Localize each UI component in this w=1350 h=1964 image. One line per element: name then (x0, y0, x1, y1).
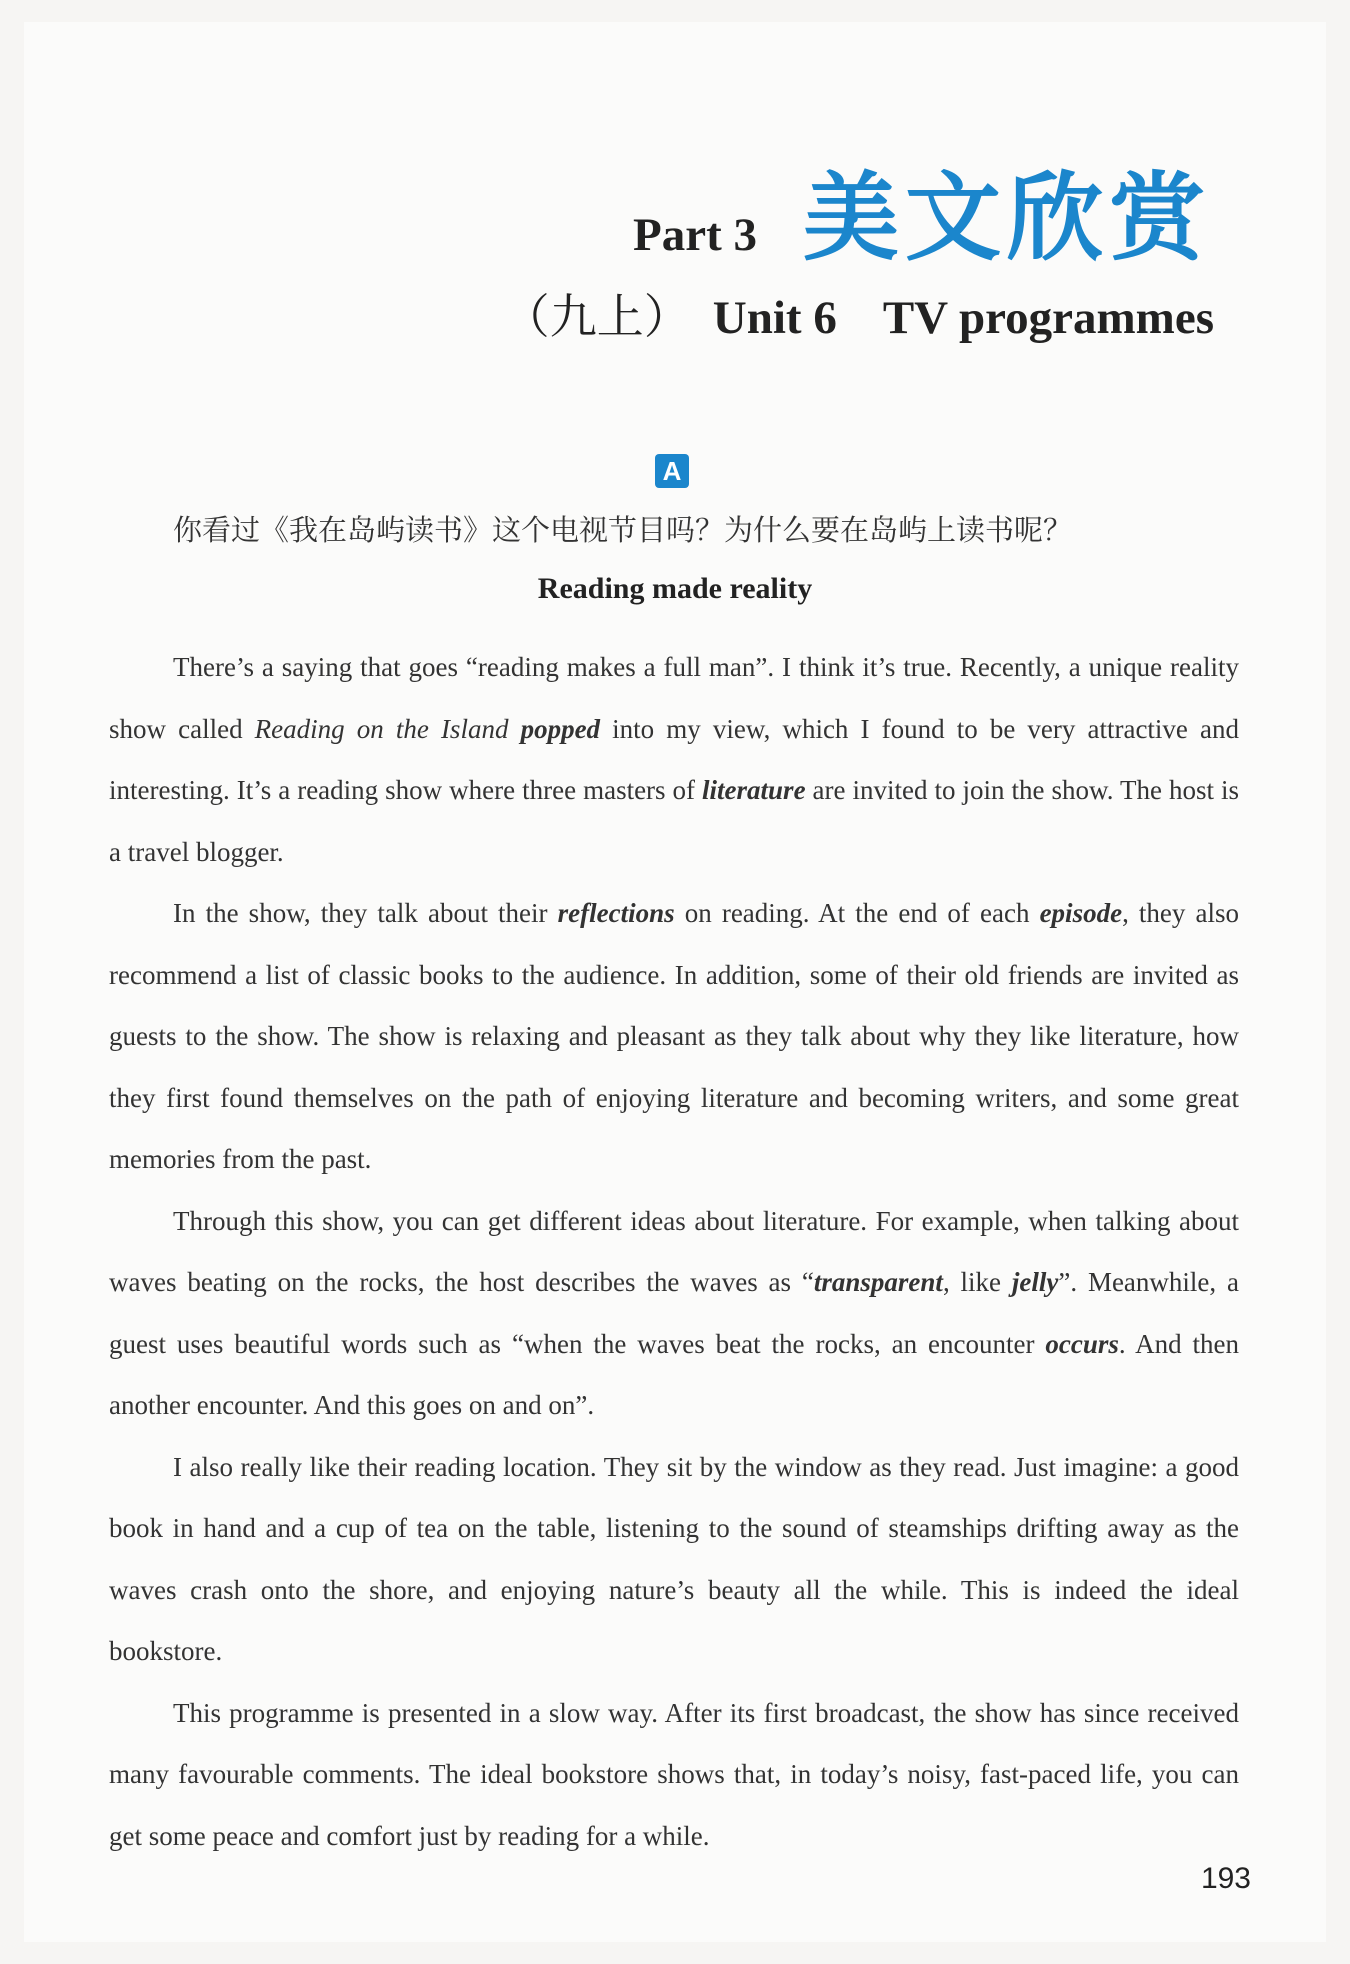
part-heading (633, 162, 1211, 274)
keyword: popped (520, 713, 601, 744)
keyword: jelly (1011, 1267, 1059, 1297)
page-number: 193 (1200, 1862, 1251, 1895)
unit-heading (503, 280, 1214, 347)
part-title: 美文欣赏 (803, 162, 1211, 274)
section-badge: A (655, 454, 689, 488)
paragraph-1 (109, 637, 1239, 883)
article-title: Reading made reality (537, 572, 813, 605)
part-label: Part 3 (633, 209, 757, 261)
text-span: . And then another encounter. And this goes on and on”. (109, 1328, 1239, 1420)
text-span: In the show, they talk about their (173, 898, 558, 928)
keyword: reflections (557, 898, 675, 928)
keyword: literature (702, 775, 806, 805)
keyword: transparent (813, 1267, 943, 1297)
text-span: are invited to join the show. The host is a travel blogger. (109, 775, 1239, 867)
show-title: Reading on the Island (254, 713, 509, 744)
paragraph-4: I also really like their reading location. They sit by the window as they read. Just imagine: a good book in hand and a cup of tea on the table, listening to the sound of steamships drifting away as the waves crash onto the shore, and enjoying nature’s beauty all the while. This is indeed the ideal bookstore. (109, 1451, 1239, 1666)
text-span: ”. Meanwhile, a guest uses beautiful words such as “when the waves beat the rocks, an encounter (109, 1267, 1239, 1359)
text-span: , they also recommend a list of classic books to the audience. In addition, some of their old friends are invited as guests to the show. The show is relaxing and pleasant as they talk about why they like literature, how they first found themselves on the path of enjoying literature and becoming writers, and some great memories from the past. (109, 898, 1239, 1174)
article-body (109, 637, 1239, 1867)
paragraph-2 (109, 883, 1239, 1191)
paragraph-3 (109, 1191, 1239, 1437)
unit-title: TV programmes (882, 292, 1214, 344)
unit-label: Unit 6 (712, 292, 837, 344)
text-span (508, 714, 520, 744)
grade-label: （九上） (502, 290, 691, 345)
keyword: occurs (1045, 1328, 1119, 1359)
text-span: , like (942, 1267, 1012, 1297)
text-span: into my view, which I found to be very attractive and interesting. It’s a reading show where three masters of (109, 713, 1240, 805)
lead-question: 你看过《我在岛屿读书》这个电视节目吗？为什么要在岛屿上读书呢？ (173, 513, 1073, 547)
paragraph-5: This programme is presented in a slow way. After its first broadcast, the show has since received many favourable comments. The ideal bookstore shows that, in today’s noisy, fast-paced life, you can get some peace and comfort just by reading for a while. (109, 1697, 1239, 1851)
keyword: episode (1039, 898, 1123, 928)
page (24, 22, 1326, 1942)
text-span: There’s a saying that goes “reading makes a full man”. I think it’s true. Recently, a unique reality show called (109, 652, 1239, 744)
text-span: on reading. At the end of each (674, 898, 1040, 928)
text-span: Through this show, you can get different ideas about literature. For example, when talking about waves beating on the rocks, the host describes the waves as “ (109, 1205, 1239, 1297)
